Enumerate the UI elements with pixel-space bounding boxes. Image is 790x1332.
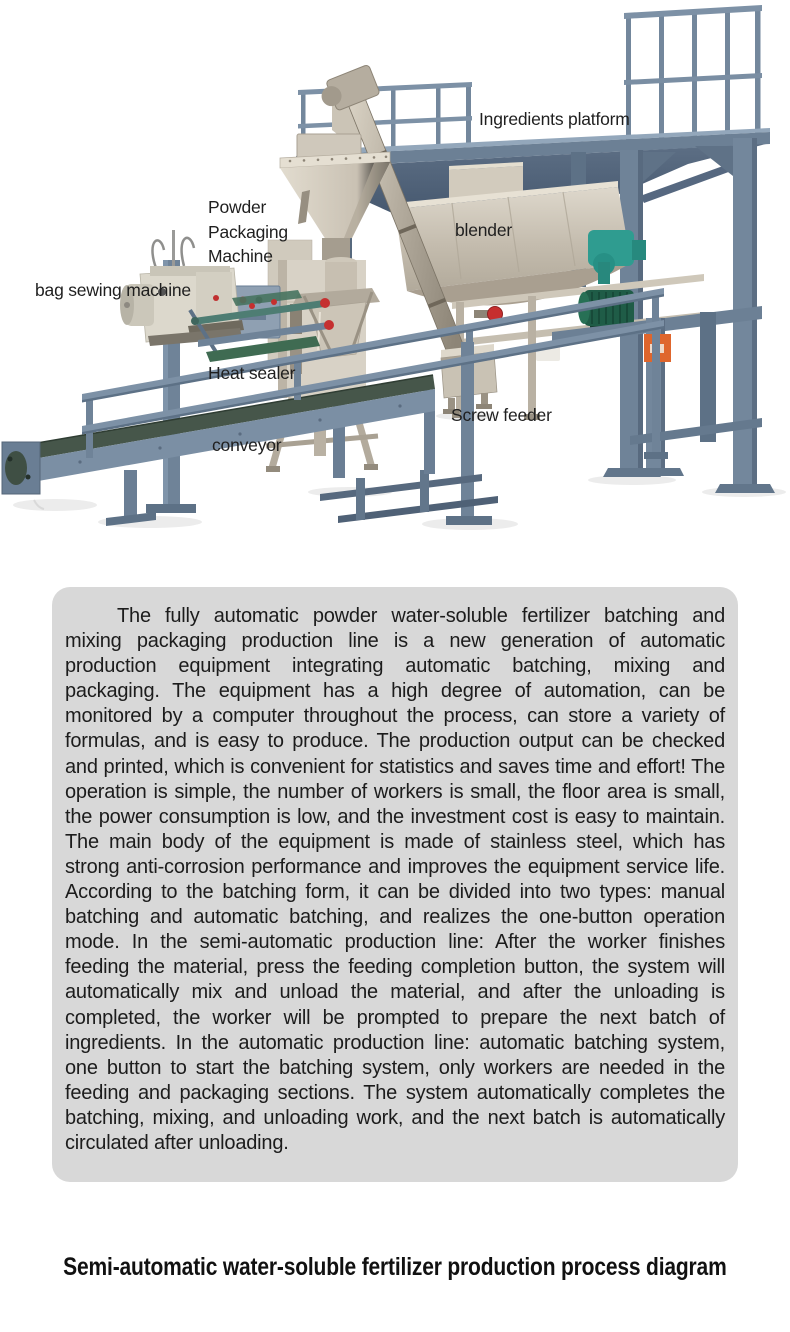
label-bag-sewing-machine: bag sewing machine <box>35 280 191 300</box>
description-box <box>52 587 738 1182</box>
label-conveyor: conveyor <box>212 435 282 455</box>
label-heat-sealer: Heat sealer <box>208 363 296 383</box>
label-powder-packaging-machine: Powder Packaging Machine <box>208 197 288 266</box>
label-blender: blender <box>455 220 512 240</box>
description-text: The fully automatic powder water-soluble fertilizer batching and mixing packaging production line is a new generation of automatic production equipment integrating automatic batching, mixing and packaging. The equipment has a high degree of automation, can be monitored by a computer throughout the process, can store a variety of formulas, and is easy to produce. The production output can be checked and printed, which is convenient for statistics and saves time and effort! The operation is simple, the number of workers is small, the floor area is small, the power consumption is low, and the investment cost is easy to maintain. The main body of the equipment is made of stainless steel, which has strong anti-corrosion performance and improves the equipment service life. According to the batching form, it can be divided into two types: manual batching and automatic batching, and realizes the one-button operation mode. In the semi-automatic production line: After the worker finishes feeding the material, press the feeding completion button, the system will automatically mix and unload the material, and after the unloading is completed, the worker will be prompted to prepare the next batch of ingredients. In the automatic production line: automatic batching system, one button to start the batching system, only workers are needed in the feeding and packaging sections. The system automatically completes the batching, mixing, and unloading work, and the next batch is automatically circulated after unloading. <box>65 605 725 1154</box>
machine-photo <box>0 0 790 548</box>
footer-title <box>0 1253 790 1282</box>
machine-illustration <box>0 0 790 548</box>
label-ingredients-platform: Ingredients platform <box>479 109 630 129</box>
footer-title-text: Semi-automatic water-soluble fertilizer production process diagram <box>63 1253 727 1281</box>
label-screw-feeder: Screw feeder <box>451 405 552 425</box>
screw-drive-head <box>316 64 380 114</box>
